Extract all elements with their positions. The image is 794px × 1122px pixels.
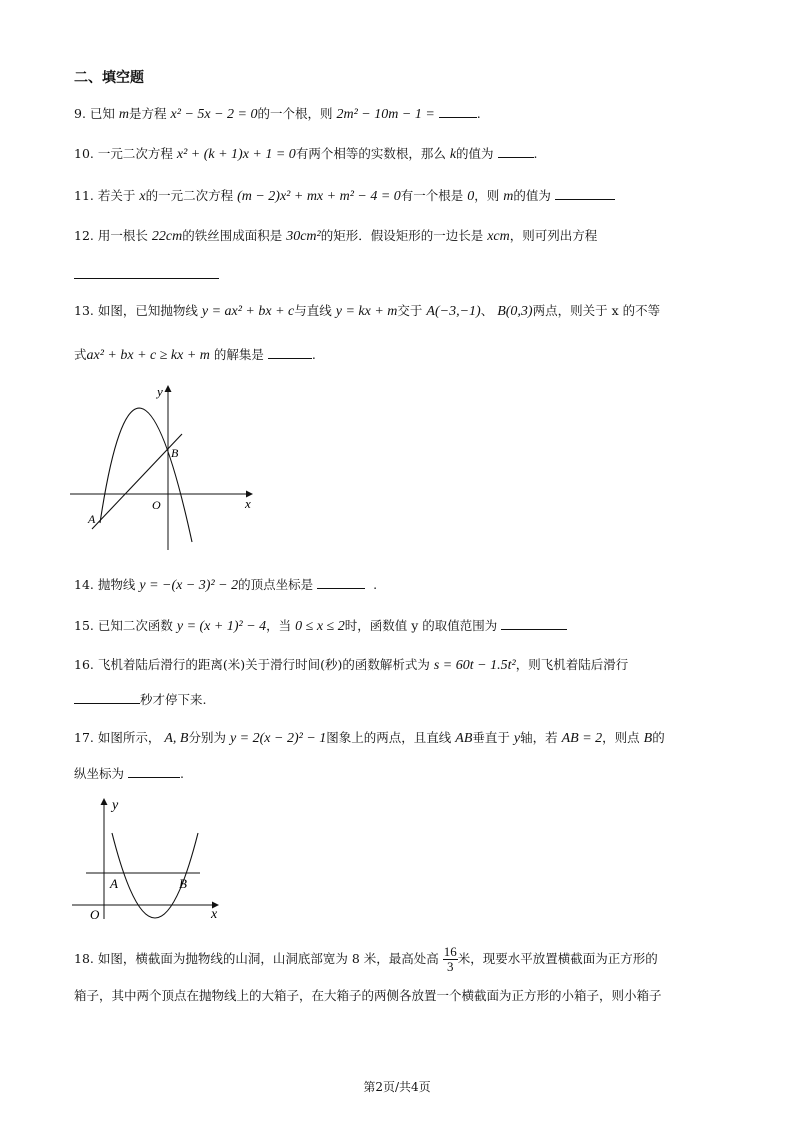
answer-blank[interactable] (501, 617, 567, 630)
point-b-label: B (179, 876, 187, 891)
answer-blank[interactable] (268, 346, 312, 359)
question-10: 10. 一元二次方程 x² + (k + 1)x + 1 = 0有两个相等的实数根，那么 k的值为 . (74, 146, 538, 162)
answer-blank[interactable] (74, 266, 219, 279)
x-label: x (211, 907, 218, 922)
question-9: 9. 已知 m是方程 x² − 5x − 2 = 0的一个根，则 2m² − 10m − 1 = . (74, 106, 481, 122)
question-17: 17. 如图所示， A, B分别为 y = 2(x − 2)² − 1图象上的两点，且直线 AB垂直于 y轴，若 AB = 2，则点 B的 (74, 730, 665, 746)
page-footer: 第2页/共4页 (363, 1080, 431, 1094)
point-a-label: A (88, 512, 96, 526)
q9-number: 9. (74, 106, 86, 121)
question-12: 12. 用一根长 22cm的铁丝围成面积是 30cm²的矩形．假设矩形的一边长是 xcm，则可列出方程 (74, 228, 598, 244)
q10-equation: x² + (k + 1)x + 1 = 0 (176, 147, 296, 162)
section-title: 二、填空题 (74, 70, 144, 86)
answer-blank[interactable] (317, 576, 365, 589)
question-16-line2: 秒才停下来. (74, 691, 206, 709)
answer-blank[interactable] (555, 187, 615, 200)
fraction-16-3: $\frac{16}{3}$ (443, 944, 457, 974)
y-label: y (157, 384, 163, 399)
q13-figure (70, 378, 260, 553)
question-18: 18. 如图，横截面为抛物线的山洞，山洞底部宽为 8 米，最高处高 $\frac{16}{3}$ 米，现要水平放置横截面为正方形的 (74, 944, 658, 974)
origin-label: O (152, 498, 161, 512)
point-b-label: B (171, 446, 179, 460)
question-13-line2: 式ax² + bx + c ≥ kx + m 的解集是 . (74, 347, 316, 363)
q12-answer-line (74, 266, 219, 284)
q11-equation: (m − 2)x² + mx + m² − 4 = 0 (237, 189, 401, 204)
question-18-line2: 箱子，其中两个顶点在抛物线上的大箱子，在大箱子的两侧各放置一个横截面为正方形的小箱子，则小箱子 (74, 988, 662, 1003)
q17-figure (70, 793, 230, 923)
question-15: 15. 已知二次函数 y = (x + 1)² − 4，当 0 ≤ x ≤ 2时，函数值 y 的取值范围为 (74, 617, 567, 636)
parabola (100, 408, 192, 542)
q9-equation: x² − 5x − 2 = 0 (170, 107, 258, 122)
question-16: 16. 飞机着陆后滑行的距离(米)关于滑行时间(秒)的函数解析式为 s = 60t − 1.5t²，则飞机着陆后滑行 (74, 657, 629, 673)
answer-blank[interactable] (498, 145, 534, 158)
point-a-label: A (110, 876, 118, 891)
x-label: x (245, 496, 251, 511)
answer-blank[interactable] (74, 691, 140, 704)
answer-blank[interactable] (128, 765, 180, 778)
answer-blank[interactable] (439, 105, 477, 118)
question-17-line2: 纵坐标为 . (74, 766, 184, 781)
question-13: 13. 如图，已知抛物线 y = ax² + bx + c与直线 y = kx + m交于 A(−3,−1)、 B(0,3)两点，则关于 x 的不等 (74, 303, 661, 319)
origin-label: O (90, 907, 100, 922)
y-label: y (112, 798, 119, 813)
question-11: 11. 若关于 x的一元二次方程 (m − 2)x² + mx + m² − 4 = 0有一个根是 0，则 m的值为 (74, 187, 615, 206)
question-14: 14. 抛物线 y = −(x − 3)² − 2的顶点坐标是 . (74, 577, 378, 593)
q9-expression: 2m² − 10m − 1 = (336, 107, 435, 122)
